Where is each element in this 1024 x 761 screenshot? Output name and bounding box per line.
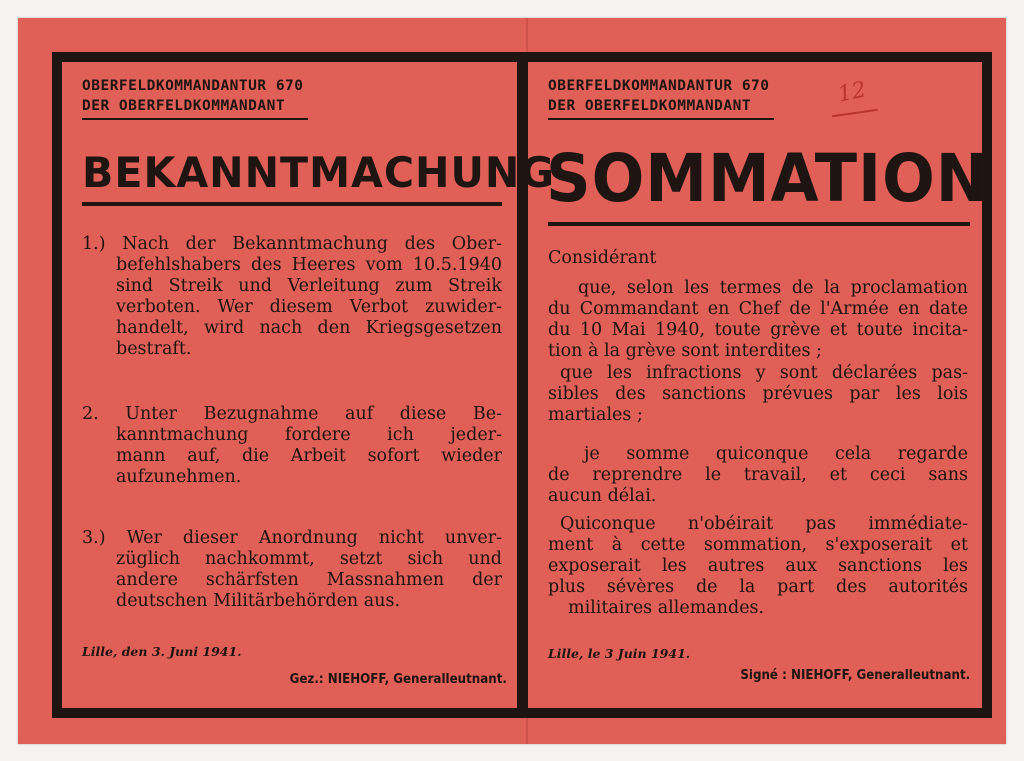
german-title-rule bbox=[82, 202, 502, 206]
french-paragraph-4 bbox=[548, 514, 968, 619]
french-header-line1: OBERFELDKOMMANDANTUR 670 bbox=[548, 78, 770, 94]
text-line: que, selon les termes de la proclamation bbox=[578, 278, 968, 298]
text-line: de reprendre le travail, et ceci sans bbox=[548, 465, 968, 485]
text-line: tion à la grève sont interdites ; bbox=[548, 341, 822, 361]
french-column bbox=[528, 62, 989, 708]
text-line: 2. Unter Bezugnahme auf diese Be- bbox=[82, 404, 502, 424]
text-line: du 10 Mai 1940, toute grève et toute incita- bbox=[548, 320, 968, 340]
french-header-rule bbox=[548, 118, 774, 120]
text-line: mann auf, die Arbeit sofort wieder bbox=[116, 446, 502, 466]
text-line: plus sévères de la part des autorités bbox=[548, 577, 968, 597]
text-line: kanntmachung fordere ich jeder- bbox=[116, 425, 502, 445]
german-paragraph-3 bbox=[82, 528, 502, 612]
considerant-label: Considérant bbox=[548, 248, 657, 268]
text-line: andere schärfsten Massnahmen der bbox=[116, 570, 502, 590]
text-line: militaires allemandes. bbox=[568, 598, 765, 618]
german-header-line1: OBERFELDKOMMANDANTUR 670 bbox=[82, 78, 304, 94]
german-header-line2: DER OBERFELDKOMMANDANT bbox=[82, 98, 286, 114]
text-line: aucun délai. bbox=[548, 486, 657, 506]
handwritten-annotation: 12 bbox=[835, 77, 869, 108]
text-line: bestraft. bbox=[116, 339, 192, 359]
text-line: deutschen Militärbehörden aus. bbox=[116, 591, 401, 611]
german-date: Lille, den 3. Juni 1941. bbox=[82, 644, 242, 659]
french-paragraph-1 bbox=[548, 278, 968, 362]
text-line: sibles des sanctions prévues par les lois bbox=[548, 384, 968, 404]
text-line: 1.) Nach der Bekanntmachung des Ober- bbox=[82, 234, 502, 254]
text-line: handelt, wird nach den Kriegsgesetzen bbox=[116, 318, 502, 338]
text-line: befehlshabers des Heeres vom 10.5.1940 bbox=[116, 255, 502, 275]
text-line: 3.) Wer dieser Anordnung nicht unver- bbox=[82, 528, 502, 548]
french-paragraph-2 bbox=[548, 363, 968, 426]
french-paragraph-3 bbox=[548, 444, 968, 507]
french-title: SOMMATION bbox=[546, 140, 989, 217]
text-line: sind Streik und Verleitung zum Streik bbox=[116, 276, 502, 296]
text-line: exposerait les autres aux sanctions les bbox=[548, 556, 968, 576]
text-line: martiales ; bbox=[548, 405, 643, 425]
text-line: du Commandant en Chef de l'Armée en date bbox=[548, 299, 968, 319]
text-line: Quiconque n'obéirait pas immédiate- bbox=[560, 514, 968, 534]
text-line: züglich nachkommt, setzt sich und bbox=[116, 549, 502, 569]
french-header-line2: DER OBERFELDKOMMANDANT bbox=[548, 98, 752, 114]
german-title: BEKANNTMACHUNG bbox=[82, 148, 556, 197]
text-line: je somme quiconque cela regarde bbox=[584, 444, 968, 464]
black-border-frame bbox=[52, 52, 992, 718]
text-line: que les infractions y sont déclarées pas- bbox=[560, 363, 968, 383]
french-header bbox=[548, 76, 770, 116]
text-line: ment à cette sommation, s'exposerait et bbox=[548, 535, 968, 555]
text-line: verboten. Wer diesem Verbot zuwider- bbox=[116, 297, 502, 317]
german-header-rule bbox=[82, 118, 308, 120]
french-title-rule bbox=[548, 222, 970, 226]
german-signature: Gez.: NIEHOFF, Generalleutnant. bbox=[289, 671, 507, 687]
german-paragraph-2 bbox=[82, 404, 502, 488]
text-line: aufzunehmen. bbox=[116, 467, 242, 487]
german-header bbox=[82, 76, 304, 116]
poster-sheet bbox=[18, 18, 1006, 744]
french-signature: Signé : NIEHOFF, Generalleutnant. bbox=[740, 667, 970, 683]
german-paragraph-1 bbox=[82, 234, 502, 360]
german-column bbox=[62, 62, 556, 708]
french-date: Lille, le 3 Juin 1941. bbox=[548, 646, 691, 661]
